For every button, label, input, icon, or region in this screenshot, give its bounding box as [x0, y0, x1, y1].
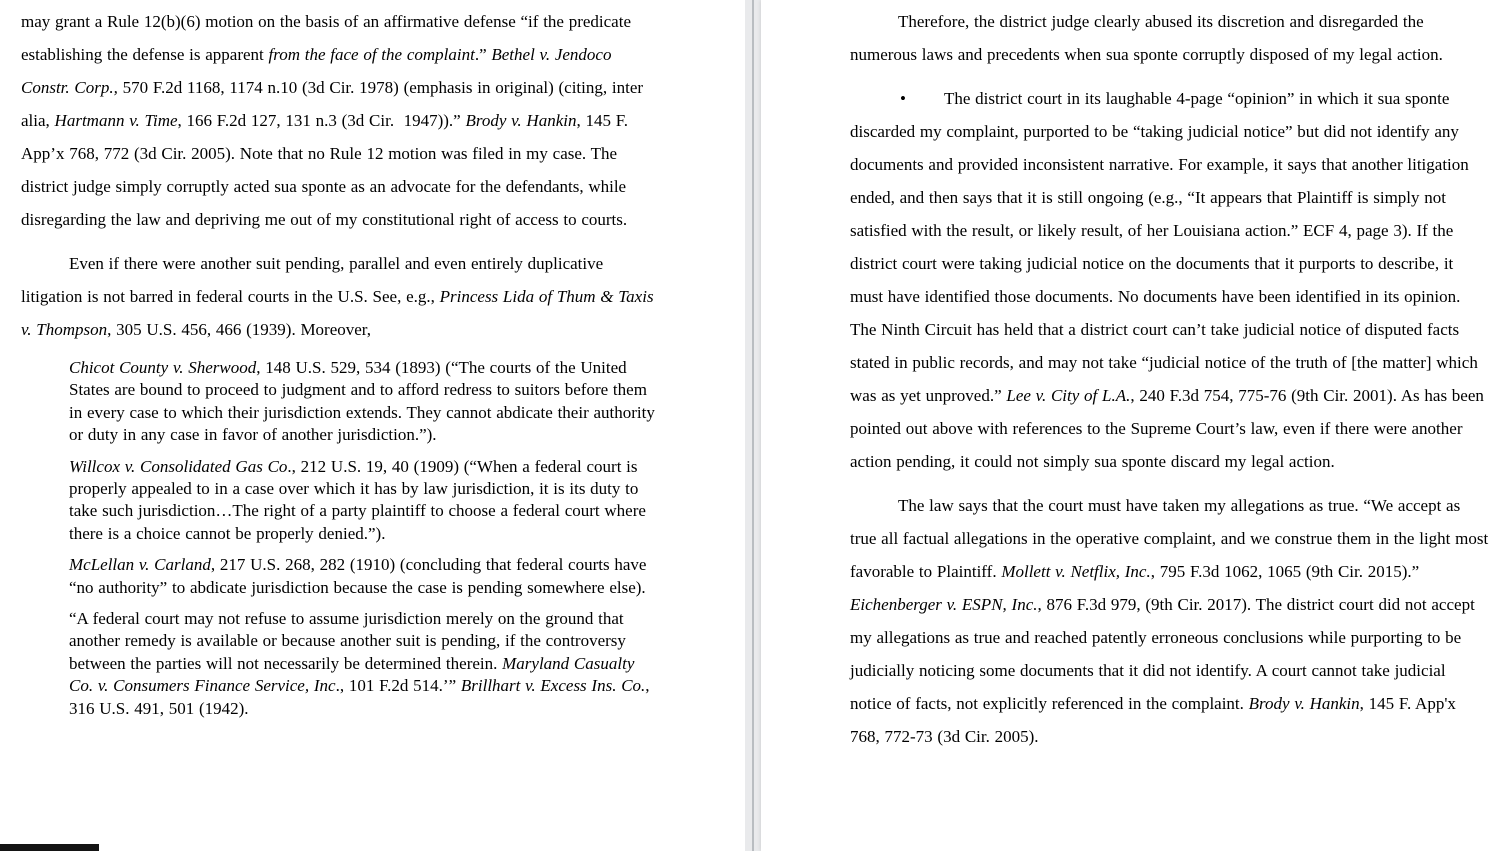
text-run: , 240 F.3d 754, 775-76 (9th Cir. 2001). As has been pointed out above with references to the Supreme Court’s law, even if there were another action pending, it could not simply sua sponte discard my legal action. — [850, 386, 1484, 471]
text-run: , 145 F. App’x 768, 772 (3d Cir. 2005). Note that no Rule 12 motion was filed in my case. The district judge simply corruptly acted sua sponte as an advocate for the defendants, while disregarding the law and depriving me out of my constitutional right of access to courts. — [21, 111, 629, 229]
body-paragraph — [21, 5, 655, 236]
text-run: may grant a Rule 12(b)(6) motion on the basis of an affirmative defense “if the predicate establishing the defense is apparent — [21, 12, 631, 64]
case-citation-italic: Mollett v. Netflix, Inc. — [1001, 562, 1151, 581]
page-divider-line — [752, 0, 754, 851]
text-run: , 305 U.S. 456, 466 (1939). Moreover, — [107, 320, 372, 339]
text-run: .” — [474, 45, 492, 64]
case-citation-italic: Eichenberger v. ESPN, Inc. — [850, 595, 1038, 614]
body-paragraph — [850, 5, 1489, 71]
body-paragraph — [21, 247, 655, 346]
case-citation-italic: Brody v. Hankin — [1248, 694, 1360, 713]
text-run: , 145 F. App'x 768, 772-73 (3d Cir. 2005). — [850, 694, 1456, 746]
case-citation-italic: Maryland Casualty Co. v. Consumers Finance Service, Inc — [69, 653, 635, 696]
block-quote-paragraph — [69, 608, 655, 720]
text-run: , 316 U.S. 491, 501 (1942). — [69, 676, 650, 718]
text-run: ., 101 F.2d 514.’” — [335, 676, 461, 696]
text-run: ., 212 U.S. 19, 40 (1909) (“When a federal court is properly appealed to in a case over which it has by law jurisdiction, it is its duty to take such jurisdiction…The right of a party plaintiff to choose a federal court where there is a choice cannot be properly denied.”). — [69, 456, 646, 543]
page-right — [761, 0, 1497, 851]
bullet-paragraph — [850, 82, 1489, 478]
case-citation-italic: Chicot County v. Sherwood — [69, 358, 257, 377]
case-citation-italic: Brody v. Hankin — [465, 111, 577, 130]
block-quote-paragraph — [69, 554, 655, 599]
case-citation-italic: Willcox v. Consolidated Gas Co — [69, 456, 288, 476]
text-run: 570 F.2d 1168, 1174 n.10 (3d Cir. 1978) (emphasis in original) (citing, inter alia, — [21, 78, 644, 130]
page-gutter — [745, 0, 761, 851]
text-run: The law says that the court must have taken my allegations as true. “We accept as true all factual allegations in the operative complaint, and we construe them in the light most favorable to Plaintiff. — [850, 496, 1489, 581]
case-citation-italic: Hartmann v. Time — [54, 111, 178, 130]
text-run: , 166 F.2d 127, 131 n.3 (3d Cir. 1947)).” — [177, 111, 466, 130]
case-citation-italic: McLellan v. Carland — [69, 555, 211, 575]
case-citation-italic: Princess Lida of Thum & Taxis v. Thompson — [21, 287, 654, 339]
text-run: “A federal court may not refuse to assume jurisdiction merely on the ground that another remedy is available or because another suit is pending, if the controversy between the parties will not necessarily be determined therein. — [69, 609, 626, 673]
case-citation-italic: from the face of the complaint — [268, 45, 475, 64]
text-run: , 148 U.S. 529, 534 (1893) (“The courts of the United States are bound to proceed to judgment and to afford redress to suitors before them in every case to which their jurisdiction extends. They cannot abdicate their authority or duty in any case in favor of another jurisdiction.”). — [69, 358, 655, 445]
text-run: Even if there were another suit pending, parallel and even entirely duplicative litigation is not barred in federal courts in the U.S. See, e.g., — [21, 254, 604, 306]
block-quote-paragraph — [69, 456, 655, 546]
case-citation-italic: Bethel v. Jendoco Constr. Corp., — [21, 45, 612, 97]
taskbar-fragment — [0, 844, 99, 851]
text-run: , 795 F.3d 1062, 1065 (9th Cir. 2015).” — [1150, 562, 1420, 581]
text-run: • — [900, 89, 944, 108]
text-run: The district court in its laughable 4-page “opinion” in which it sua sponte discarded my complaint, purported to be “taking judicial notice” but did not identify any documents and provided inconsistent narrative. For example, it says that another litigation ended, and then says that it is still ongoing (e.g., “It appears that Plaintiff is simply not satisfied with the result, or likely result, of her Louisiana action.” ECF 4, page 3). If the district court were taking judicial notice on the documents that it purports to describe, it must have identified those documents. No documents have been identified in its opinion. The Ninth Circuit has held that a district court can’t take judicial notice of disputed facts stated in public records, and may not take “judicial notice of the truth of [the matter] which was as yet unproved.” — [850, 89, 1478, 405]
block-quote-paragraph — [69, 357, 655, 447]
text-run: , 876 F.3d 979, (9th Cir. 2017). The district court did not accept my allegations as true and reached patently erroneous conclusions while purporting to be judicially noticing some documents that it did not identify. A court cannot take judicial notice of facts, not explicitly referenced in the complaint. — [850, 595, 1475, 713]
body-paragraph — [850, 489, 1489, 753]
page-left — [0, 0, 745, 851]
page-left-content — [21, 5, 655, 720]
text-run: Therefore, the district judge clearly abused its discretion and disregarded the numerous laws and precedents when sua sponte corruptly disposed of my legal action. — [850, 12, 1443, 64]
case-citation-italic: Brillhart v. Excess Ins. Co. — [460, 676, 646, 696]
case-citation-italic: Lee v. City of L.A. — [1006, 386, 1131, 405]
page-right-content — [850, 5, 1489, 753]
text-run: , 217 U.S. 268, 282 (1910) (concluding that federal courts have “no authority” to abdicate jurisdiction because the case is pending somewhere else). — [69, 555, 647, 597]
